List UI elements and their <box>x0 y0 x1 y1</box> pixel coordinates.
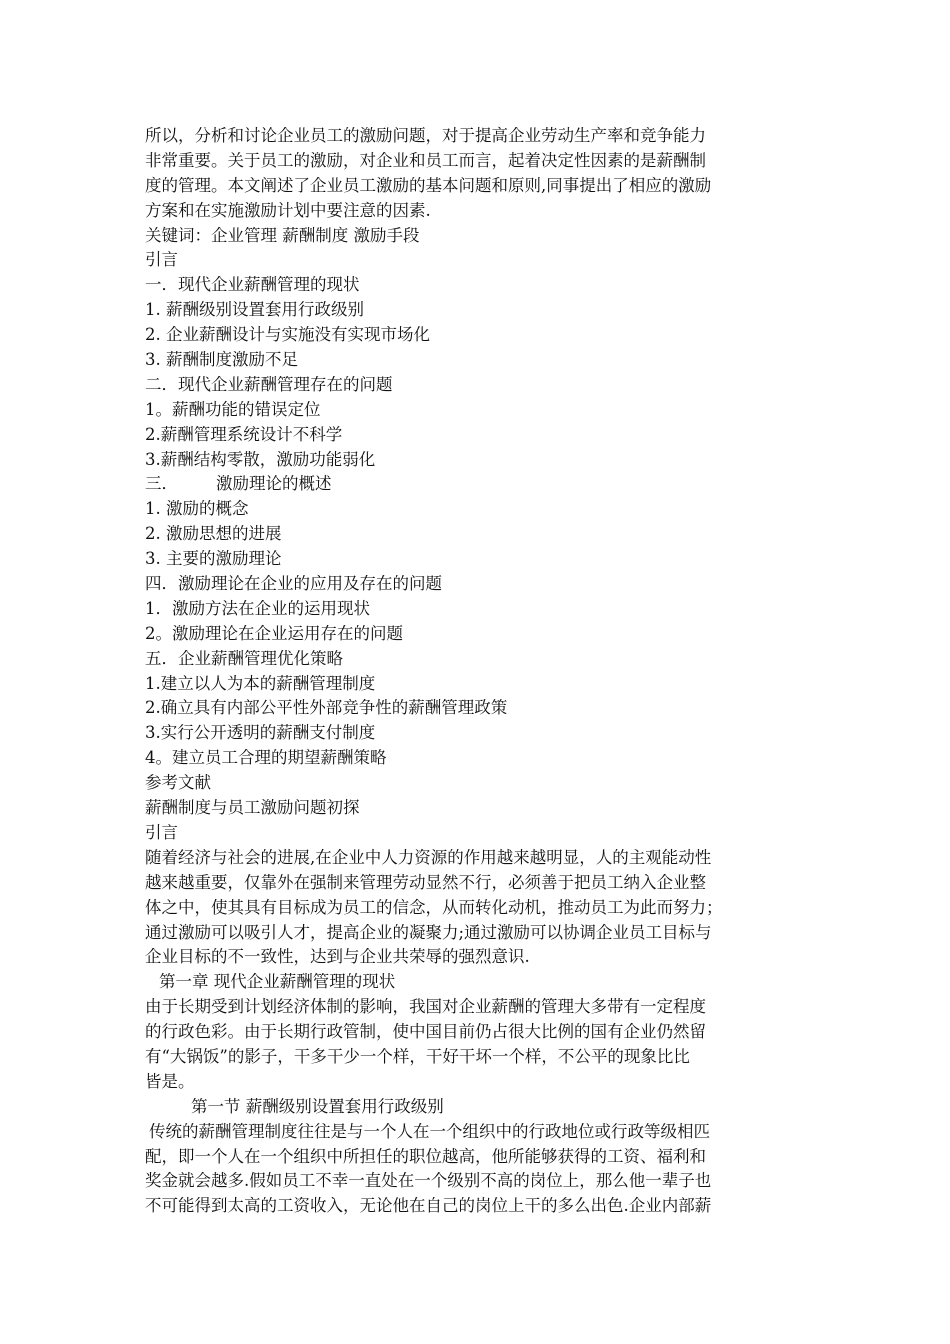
outline-heading-number: 三． <box>145 474 178 494</box>
outline-item: 2。激励理论在企业运用存在的问题 <box>145 623 403 643</box>
outline-item: 3.实行公开透明的薪酬支付制度 <box>145 723 376 743</box>
text-line: 有“大锅饭”的影子，干多干少一个样，干好干坏一个样，不公平的现象比比 <box>145 1046 690 1066</box>
text-line: 传统的薪酬管理制度往往是与一个人在一个组织中的行政地位或行政等级相匹 <box>149 1121 710 1141</box>
outline-item: 1．激励方法在企业的运用现状 <box>145 598 370 618</box>
text-line: 配，即一个人在一个组织中所担任的职位越高，他所能够获得的工资、福利和 <box>145 1146 706 1166</box>
text-line: 不可能得到太高的工资收入，无论他在自己的岗位上干的多么出色.企业内部薪 <box>145 1196 712 1216</box>
outline-item: 2. 激励思想的进展 <box>145 524 282 544</box>
outline-item: 3.薪酬结构零散，激励功能弱化 <box>145 449 376 469</box>
section-heading: 第一节 薪酬级别设置套用行政级别 <box>191 1096 444 1116</box>
outline-heading: 一．现代企业薪酬管理的现状 <box>145 275 360 295</box>
references-heading: 参考文献 <box>145 773 211 793</box>
text-line: 企业目标的不一致性，达到与企业共荣辱的强烈意识. <box>145 947 530 967</box>
text-line: 越来越重要，仅靠外在强制来管理劳动显然不行，必须善于把员工纳入企业整 <box>145 872 706 892</box>
text-line: 方案和在实施激励计划中要注意的因素. <box>145 200 431 220</box>
text-line: 随着经济与社会的进展,在企业中人力资源的作用越来越明显，人的主观能动性 <box>145 847 712 867</box>
keywords-line: 关键词：企业管理 薪酬制度 激励手段 <box>145 225 420 245</box>
text-line: 通过激励可以吸引人才，提高企业的凝聚力;通过激励可以协调企业员工目标与 <box>145 922 712 942</box>
outline-heading <box>145 472 813 497</box>
text-line: 非常重要。关于员工的激励，对企业和员工而言，起着决定性因素的是薪酬制 <box>145 150 706 170</box>
outline-item: 3. 薪酬制度激励不足 <box>145 350 298 370</box>
text-line: 的行政色彩。由于长期行政管制，使中国目前仍占很大比例的国有企业仍然留 <box>145 1022 706 1042</box>
outline-item: 1. 薪酬级别设置套用行政级别 <box>145 300 364 320</box>
text-line: 所以，分析和讨论企业员工的激励问题，对于提高企业劳动生产率和竞争能力 <box>145 126 706 145</box>
heading-intro: 引言 <box>145 822 178 842</box>
chapter-heading: 第一章 现代企业薪酬管理的现状 <box>159 972 396 992</box>
outline-item: 2. 企业薪酬设计与实施没有实现市场化 <box>145 325 430 345</box>
outline-item: 2.薪酬管理系统设计不科学 <box>145 424 343 444</box>
outline-item: 2.确立具有内部公平性外部竞争性的薪酬管理政策 <box>145 698 508 718</box>
text-line: 体之中，使其具有目标成为员工的信念，从而转化动机，推动员工为此而努力； <box>145 897 723 917</box>
outline-item: 3. 主要的激励理论 <box>145 549 282 569</box>
outline-heading: 五．企业薪酬管理优化策略 <box>145 648 343 668</box>
outline-item: 1. 激励的概念 <box>145 499 249 519</box>
text-line: 皆是。 <box>145 1071 195 1091</box>
outline-item: 4。建立员工合理的期望薪酬策略 <box>145 748 387 768</box>
text-line: 由于长期受到计划经济体制的影响，我国对企业薪酬的管理大多带有一定程度 <box>145 997 706 1017</box>
outline-heading: 二．现代企业薪酬管理存在的问题 <box>145 374 393 394</box>
heading-intro: 引言 <box>145 250 178 270</box>
document-page <box>145 124 813 1219</box>
outline-heading-text: 激励理论的概述 <box>216 474 332 494</box>
outline-item: 1.建立以人为本的薪酬管理制度 <box>145 673 376 693</box>
article-title: 薪酬制度与员工激励问题初探 <box>145 798 360 818</box>
outline-item: 1。薪酬功能的错误定位 <box>145 399 321 419</box>
text-line: 奖金就会越多.假如员工不幸一直处在一个级别不高的岗位上，那么他一辈子也 <box>145 1171 712 1191</box>
outline-heading: 四．激励理论在企业的应用及存在的问题 <box>145 574 442 594</box>
text-line: 度的管理。本文阐述了企业员工激励的基本问题和原则,同事提出了相应的激励 <box>145 175 712 195</box>
